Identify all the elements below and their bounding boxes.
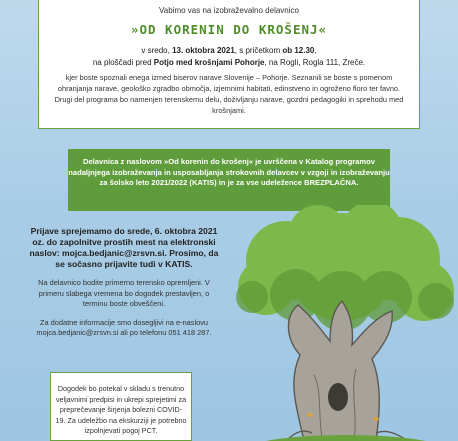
invitation-card bbox=[38, 0, 420, 129]
covid-notice: Dogodek bo potekal v skladu s trenutno veljavnimi predpisi in ukrepi sprejetimi za preprečevanje širjenja bolezni COVID-19. Za udeležbo na ekskurziji je potrebno izpolnjevati pogoj PCT. bbox=[50, 372, 192, 441]
tree-illustration bbox=[226, 205, 458, 441]
katis-banner bbox=[68, 149, 390, 211]
info-column bbox=[26, 226, 222, 339]
event-date: 13. oktobra 2021 bbox=[172, 46, 235, 55]
event-place: Potjo med krošnjami Pohorje bbox=[153, 58, 265, 67]
katis-text: Delavnica z naslovom »Od korenin do krošenj« je uvrščena v Katalog programov nadaljnjega izobraževanja in usposabljanja strokovnih delavcev v vzgoji in izobraževanju za šolsko leto 2021/2022 (KATIS) in je za vse udeležence BREZPLAČNA. bbox=[68, 157, 390, 187]
workshop-title: »OD KORENIN DO KROŠENJ« bbox=[130, 22, 328, 37]
contact-text: Za dodatne informacije smo dosegljivi na e-naslovu mojca.bedjanic@zrsvn.si ali po telefonu 051 418 287. bbox=[36, 317, 212, 337]
field-note-text: Na delavnico bodite primerno terensko opremljeni. V primeru slabega vremena bo dogodek prestavljen, o terminu boste obveščeni. bbox=[38, 278, 210, 308]
event-description: kjer boste spoznali enega izmed biserov narave Slovenije – Pohorje. Seznanili se boste s pomenom ohranjanja narave, geološko zgradbo območja, izjemnimi habitati, edinstveno in ogroženo floro ter favno. Drugi del programa bo namenjen terenskemu delu, doživljanju narave, gozdni pedagogiki in sprehodu med krošnjami. bbox=[54, 73, 404, 115]
intro-text: Vabimo vas na izobraževalno delavnico bbox=[159, 6, 299, 15]
event-time: ob 12.30 bbox=[282, 46, 315, 55]
registration-text: Prijave sprejemamo do srede, 6. oktobra 2021 oz. do zapolnitve prostih mest na elektronski naslov: mojca.bedjanic@zrsvn.si. Prosimo, da se sočasno prijavite tudi v KATIS. bbox=[29, 226, 219, 269]
event-when: v sredo, 13. oktobra 2021, s pričetkom ob 12.30, na ploščadi pred Potjo med krošnjami Pohorje, na Rogli, Rogla 111, Zreče. bbox=[92, 46, 366, 67]
